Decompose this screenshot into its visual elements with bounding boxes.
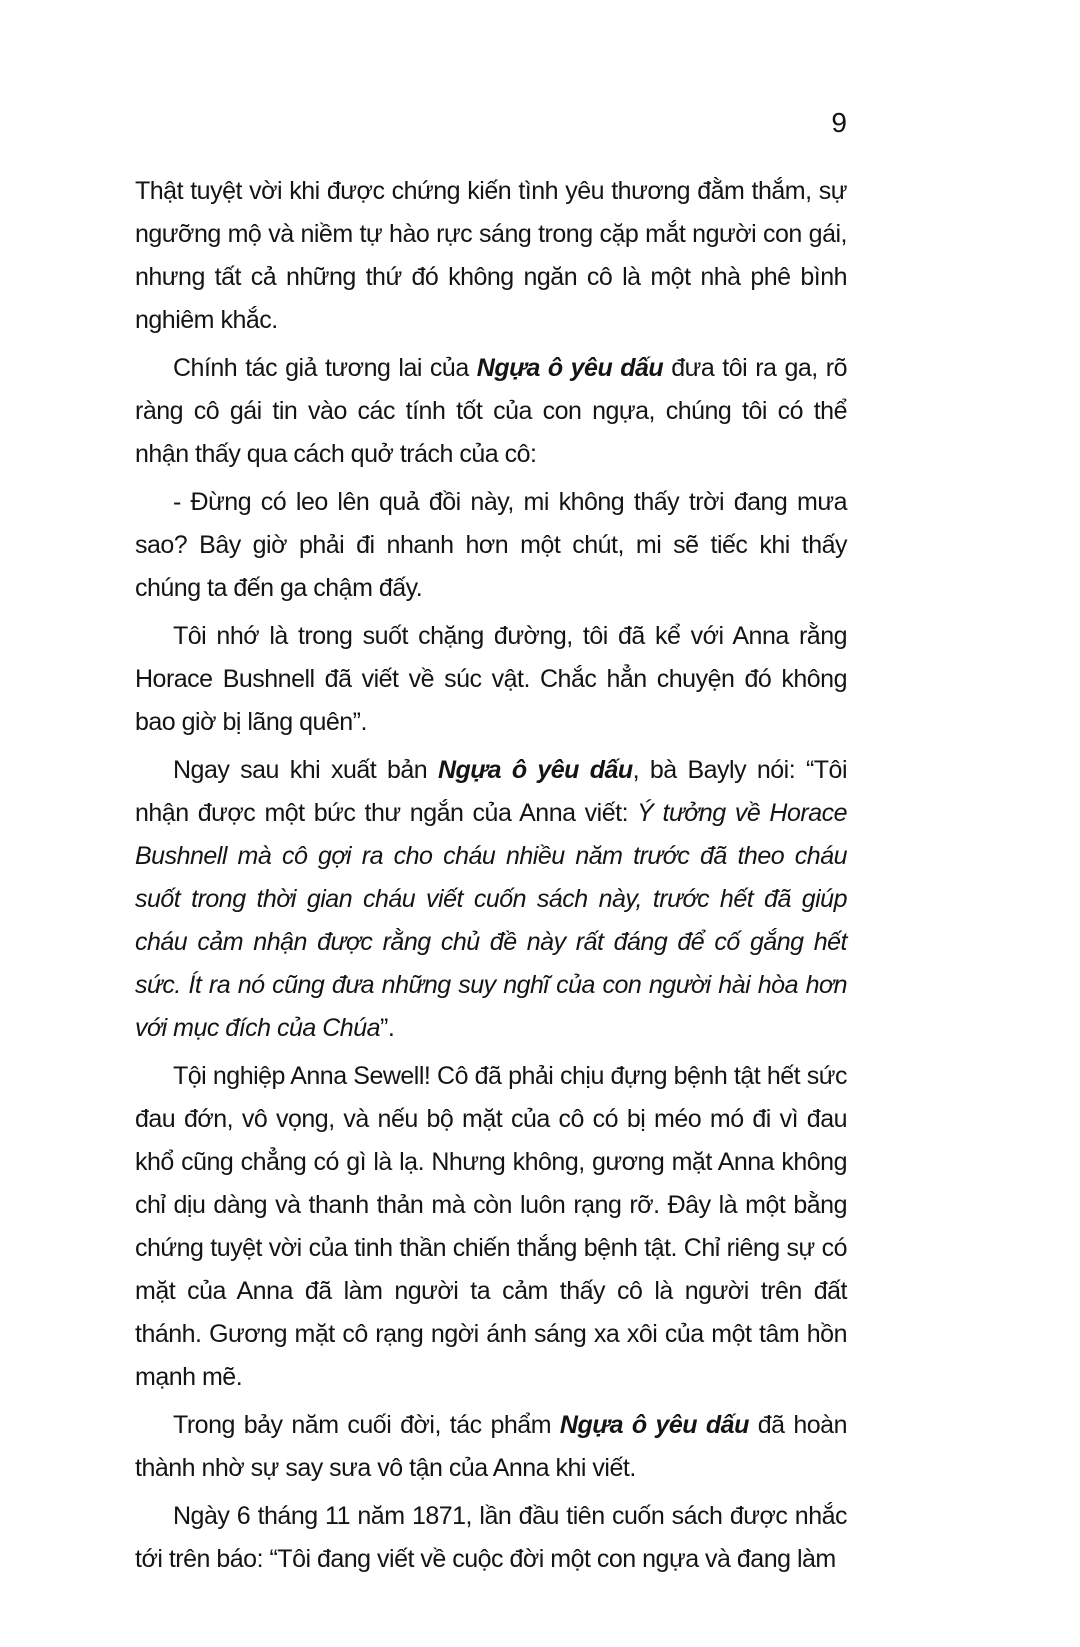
text-run: đưa tôi ra ga, rõ ràng cô gái tin vào các tính tốt của con ngựa, chúng tôi có thể nhận thấy qua cách quở trách của cô:	[135, 354, 847, 468]
book-title-run: Ngựa ô yêu dấu	[559, 1411, 749, 1439]
paragraph	[135, 170, 847, 342]
body-text	[135, 170, 847, 1586]
paragraph	[135, 615, 847, 744]
text-run: Ngày 6 tháng 11 năm 1871, lần đầu tiên cuốn sách được nhắc tới trên báo: “Tôi đang viết về cuộc đời một con ngựa và đang làm	[135, 1502, 847, 1573]
text-run: đã hoàn thành nhờ sự say sưa vô tận của Anna khi viết.	[135, 1411, 847, 1482]
text-run: Chính tác giả tương lai của	[173, 354, 477, 382]
paragraph	[135, 1404, 847, 1490]
quoted-letter-run: Ý tưởng về Horace Bushnell mà cô gợi ra cho cháu nhiều năm trước đã theo cháu suốt trong thời gian cháu viết cuốn sách này, trước hết đã giúp cháu cảm nhận được rằng chủ đề này rất đáng để cố gắng hết sức. Ít ra nó cũng đưa những suy nghĩ của con người hài hòa hơn với mục đích của Chúa	[135, 799, 847, 1042]
paragraph	[135, 749, 847, 1050]
book-title-run: Ngựa ô yêu dấu	[476, 354, 664, 382]
paragraph	[135, 1055, 847, 1399]
text-run: Trong bảy năm cuối đời, tác phẩm	[173, 1411, 560, 1439]
text-run: ”.	[380, 1014, 395, 1042]
text-run: Ngay sau khi xuất bản	[173, 756, 438, 784]
paragraph	[135, 481, 847, 610]
paragraph	[135, 1495, 847, 1581]
text-run: Tôi nhớ là trong suốt chặng đường, tôi đã kể với Anna rằng Horace Bushnell đã viết về súc vật. Chắc hẳn chuyện đó không bao giờ bị lãng quên”.	[135, 622, 847, 736]
text-run: , bà Bayly nói: “Tôi nhận được một bức thư ngắn của Anna viết:	[135, 756, 848, 827]
paragraph	[135, 347, 847, 476]
page-number: 9	[831, 107, 847, 138]
text-run: Thật tuyệt vời khi được chứng kiến tình yêu thương đằm thắm, sự ngưỡng mộ và niềm tự hào rực sáng trong cặp mắt người con gái, nhưng tất cả những thứ đó không ngăn cô là một nhà phê bình nghiêm khắc.	[135, 177, 847, 334]
text-run: Tội nghiệp Anna Sewell! Cô đã phải chịu đựng bệnh tật hết sức đau đớn, vô vọng, và nếu bộ mặt của cô có bị méo mó đi vì đau khổ cũng chẳng có gì là lạ. Nhưng không, gương mặt Anna không chỉ dịu dàng và thanh thản mà còn luôn rạng rỡ. Đây là một bằng chứng tuyệt vời của tinh thần chiến thắng bệnh tật. Chỉ riêng sự có mặt của Anna đã làm người ta cảm thấy cô là người trên đất thánh. Gương mặt cô rạng ngời ánh sáng xa xôi của một tâm hồn mạnh mẽ.	[135, 1062, 847, 1391]
book-title-run: Ngựa ô yêu dấu	[437, 756, 633, 784]
text-run: - Đừng có leo lên quả đồi này, mi không thấy trời đang mưa sao? Bây giờ phải đi nhanh hơn một chút, mi sẽ tiếc khi thấy chúng ta đến ga chậm đấy.	[135, 488, 847, 602]
